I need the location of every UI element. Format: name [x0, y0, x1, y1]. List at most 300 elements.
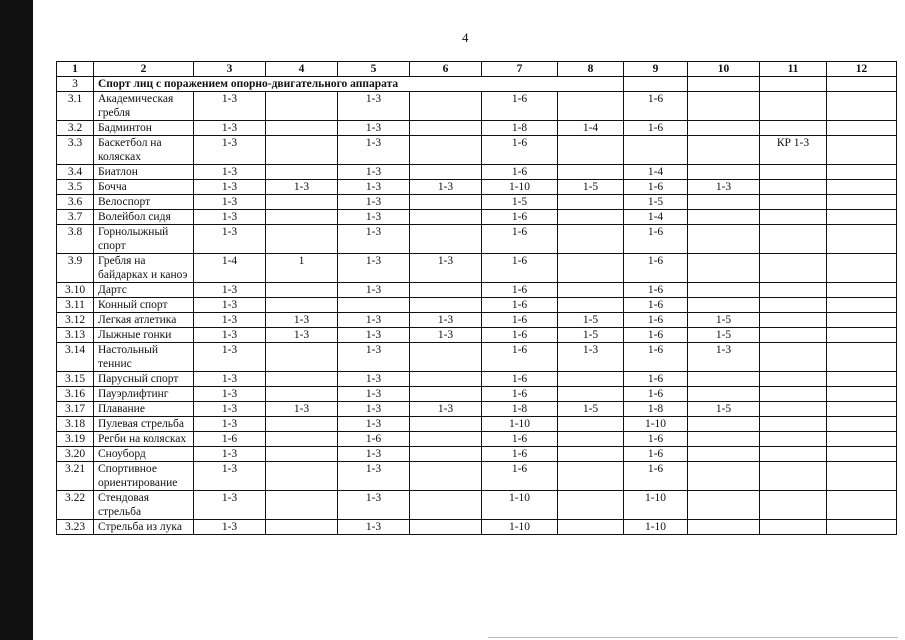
value-cell — [410, 520, 482, 535]
value-cell: 1-5 — [558, 328, 624, 343]
value-cell: 1-6 — [482, 387, 558, 402]
value-cell — [760, 328, 827, 343]
value-cell: 1-3 — [410, 313, 482, 328]
value-cell — [558, 417, 624, 432]
value-cell — [688, 387, 760, 402]
value-cell: 1-3 — [194, 402, 266, 417]
value-cell — [827, 402, 897, 417]
sports-table — [56, 61, 897, 535]
value-cell: 1-3 — [338, 313, 410, 328]
value-cell — [266, 462, 338, 491]
value-cell — [760, 92, 827, 121]
value-cell: 1-4 — [624, 210, 688, 225]
header-row — [57, 62, 897, 77]
value-cell: 1-3 — [338, 254, 410, 283]
value-cell — [558, 283, 624, 298]
value-cell — [760, 180, 827, 195]
header-cell: 11 — [760, 62, 827, 77]
table-row — [57, 328, 897, 343]
value-cell: 1-3 — [266, 402, 338, 417]
value-cell: 1-6 — [624, 92, 688, 121]
value-cell: 1-10 — [624, 491, 688, 520]
table-row — [57, 136, 897, 165]
value-cell — [624, 136, 688, 165]
value-cell — [558, 225, 624, 254]
value-cell — [688, 283, 760, 298]
sport-name: Парусный спорт — [94, 372, 194, 387]
sport-name: Бадминтон — [94, 121, 194, 136]
value-cell: 1-6 — [482, 254, 558, 283]
value-cell: 1-6 — [482, 447, 558, 462]
row-number: 3.4 — [57, 165, 94, 180]
value-cell: 1-3 — [338, 225, 410, 254]
value-cell: 1-3 — [688, 180, 760, 195]
sport-name: Конный спорт — [94, 298, 194, 313]
table-row — [57, 298, 897, 313]
value-cell: 1-3 — [410, 180, 482, 195]
table-row — [57, 121, 897, 136]
value-cell: 1-6 — [624, 447, 688, 462]
value-cell — [558, 254, 624, 283]
value-cell: 1-6 — [624, 387, 688, 402]
value-cell — [410, 121, 482, 136]
value-cell: 1-6 — [624, 180, 688, 195]
sport-name: Легкая атлетика — [94, 313, 194, 328]
sport-name: Баскетбол на колясках — [94, 136, 194, 165]
value-cell: 1-6 — [624, 254, 688, 283]
value-cell — [760, 387, 827, 402]
value-cell — [688, 462, 760, 491]
value-cell: 1-3 — [194, 225, 266, 254]
row-number: 3.17 — [57, 402, 94, 417]
header-cell: 12 — [827, 62, 897, 77]
table-row — [57, 372, 897, 387]
value-cell — [760, 121, 827, 136]
value-cell: 1-6 — [482, 298, 558, 313]
sport-name: Биатлон — [94, 165, 194, 180]
value-cell: 1-3 — [194, 387, 266, 402]
sport-name: Гребля на байдарках и каноэ — [94, 254, 194, 283]
value-cell: 1-3 — [410, 402, 482, 417]
value-cell — [558, 491, 624, 520]
value-cell — [827, 417, 897, 432]
value-cell — [266, 298, 338, 313]
value-cell — [410, 447, 482, 462]
value-cell: 1-3 — [194, 136, 266, 165]
row-number: 3.11 — [57, 298, 94, 313]
value-cell: 1-3 — [338, 328, 410, 343]
value-cell — [410, 387, 482, 402]
value-cell: 1-6 — [482, 328, 558, 343]
value-cell: 1-3 — [338, 343, 410, 372]
value-cell — [827, 283, 897, 298]
row-number: 3.19 — [57, 432, 94, 447]
value-cell — [827, 520, 897, 535]
value-cell: 1-3 — [338, 387, 410, 402]
value-cell: 1-6 — [624, 298, 688, 313]
value-cell — [688, 225, 760, 254]
value-cell: 1-4 — [194, 254, 266, 283]
value-cell — [760, 462, 827, 491]
value-cell: 1-6 — [482, 372, 558, 387]
value-cell: 1-3 — [266, 180, 338, 195]
value-cell — [338, 298, 410, 313]
value-cell: 1 — [266, 254, 338, 283]
value-cell — [760, 343, 827, 372]
value-cell — [760, 447, 827, 462]
empty-cell — [827, 77, 897, 92]
page-number: 4 — [462, 30, 469, 45]
value-cell — [760, 372, 827, 387]
value-cell: 1-5 — [482, 195, 558, 210]
value-cell: 1-4 — [558, 121, 624, 136]
value-cell — [760, 402, 827, 417]
value-cell — [558, 372, 624, 387]
sport-name: Плавание — [94, 402, 194, 417]
value-cell — [266, 520, 338, 535]
value-cell: 1-10 — [482, 180, 558, 195]
sport-name: Велоспорт — [94, 195, 194, 210]
value-cell — [827, 210, 897, 225]
value-cell: 1-3 — [338, 417, 410, 432]
value-cell — [688, 254, 760, 283]
value-cell: 1-5 — [688, 328, 760, 343]
value-cell: 1-5 — [688, 402, 760, 417]
value-cell: 1-10 — [482, 417, 558, 432]
table-row — [57, 283, 897, 298]
value-cell: 1-6 — [482, 92, 558, 121]
header-cell: 5 — [338, 62, 410, 77]
table-row — [57, 417, 897, 432]
value-cell: 1-3 — [194, 92, 266, 121]
scan-bottom-edge — [488, 637, 898, 638]
row-number: 3.9 — [57, 254, 94, 283]
value-cell — [558, 165, 624, 180]
empty-cell — [760, 77, 827, 92]
table-row — [57, 447, 897, 462]
table-row — [57, 225, 897, 254]
value-cell — [827, 328, 897, 343]
value-cell — [410, 225, 482, 254]
value-cell — [410, 462, 482, 491]
value-cell: 1-10 — [624, 520, 688, 535]
value-cell: 1-6 — [624, 313, 688, 328]
value-cell: 1-6 — [624, 225, 688, 254]
value-cell — [266, 136, 338, 165]
value-cell — [266, 121, 338, 136]
value-cell: 1-3 — [338, 283, 410, 298]
sport-name: Сноуборд — [94, 447, 194, 462]
value-cell — [558, 462, 624, 491]
table-row — [57, 520, 897, 535]
value-cell — [410, 417, 482, 432]
value-cell: 1-3 — [194, 447, 266, 462]
value-cell: 1-3 — [266, 328, 338, 343]
value-cell — [760, 298, 827, 313]
value-cell — [827, 136, 897, 165]
value-cell — [827, 180, 897, 195]
value-cell: 1-6 — [194, 432, 266, 447]
value-cell: 1-6 — [482, 462, 558, 491]
header-cell: 8 — [558, 62, 624, 77]
table-row — [57, 92, 897, 121]
value-cell — [266, 165, 338, 180]
sport-name: Пулевая стрельба — [94, 417, 194, 432]
value-cell — [410, 372, 482, 387]
value-cell — [410, 491, 482, 520]
value-cell: 1-3 — [338, 121, 410, 136]
value-cell: 1-8 — [482, 402, 558, 417]
value-cell — [410, 283, 482, 298]
value-cell — [266, 491, 338, 520]
value-cell: 1-6 — [624, 372, 688, 387]
value-cell: 1-6 — [624, 343, 688, 372]
value-cell — [760, 195, 827, 210]
value-cell — [558, 298, 624, 313]
value-cell — [688, 210, 760, 225]
value-cell — [688, 136, 760, 165]
row-number: 3.12 — [57, 313, 94, 328]
value-cell: 1-3 — [194, 165, 266, 180]
row-number: 3.15 — [57, 372, 94, 387]
scan-edge-shadow — [0, 0, 33, 640]
section-row — [57, 77, 897, 92]
value-cell: 1-6 — [482, 210, 558, 225]
value-cell: 1-6 — [624, 462, 688, 491]
value-cell: 1-6 — [338, 432, 410, 447]
value-cell — [688, 298, 760, 313]
value-cell: 1-3 — [410, 254, 482, 283]
value-cell — [410, 195, 482, 210]
table-row — [57, 180, 897, 195]
value-cell: 1-6 — [482, 283, 558, 298]
row-number: 3.22 — [57, 491, 94, 520]
value-cell — [827, 491, 897, 520]
value-cell — [760, 165, 827, 180]
table-row — [57, 402, 897, 417]
value-cell: 1-3 — [338, 462, 410, 491]
value-cell — [558, 387, 624, 402]
row-number: 3.10 — [57, 283, 94, 298]
value-cell: 1-10 — [482, 520, 558, 535]
sport-name: Спортивное ориентирование — [94, 462, 194, 491]
value-cell — [827, 387, 897, 402]
sport-name: Регби на колясках — [94, 432, 194, 447]
header-cell: 6 — [410, 62, 482, 77]
value-cell: КР 1-3 — [760, 136, 827, 165]
value-cell — [827, 121, 897, 136]
value-cell: 1-3 — [338, 210, 410, 225]
value-cell — [410, 136, 482, 165]
value-cell — [827, 462, 897, 491]
table-row — [57, 313, 897, 328]
value-cell — [827, 313, 897, 328]
value-cell: 1-6 — [624, 283, 688, 298]
value-cell: 1-3 — [194, 180, 266, 195]
row-number: 3.23 — [57, 520, 94, 535]
row-number: 3.14 — [57, 343, 94, 372]
table-row — [57, 165, 897, 180]
value-cell: 1-3 — [338, 92, 410, 121]
value-cell: 1-3 — [558, 343, 624, 372]
value-cell: 1-3 — [338, 165, 410, 180]
value-cell — [410, 298, 482, 313]
sport-name: Настольный теннис — [94, 343, 194, 372]
value-cell: 1-3 — [194, 343, 266, 372]
value-cell — [266, 387, 338, 402]
table-row — [57, 254, 897, 283]
value-cell: 1-4 — [624, 165, 688, 180]
value-cell: 1-3 — [338, 447, 410, 462]
sport-name: Горнолыжный спорт — [94, 225, 194, 254]
value-cell — [410, 343, 482, 372]
value-cell: 1-6 — [624, 121, 688, 136]
value-cell — [688, 121, 760, 136]
value-cell: 1-3 — [194, 417, 266, 432]
value-cell: 1-3 — [194, 491, 266, 520]
value-cell: 1-5 — [558, 313, 624, 328]
value-cell — [827, 225, 897, 254]
row-number: 3.1 — [57, 92, 94, 121]
row-number: 3.18 — [57, 417, 94, 432]
value-cell: 1-10 — [482, 491, 558, 520]
value-cell: 1-3 — [266, 313, 338, 328]
value-cell: 1-6 — [482, 165, 558, 180]
value-cell — [410, 165, 482, 180]
empty-cell — [688, 77, 760, 92]
value-cell — [827, 432, 897, 447]
value-cell: 1-8 — [482, 121, 558, 136]
value-cell — [827, 254, 897, 283]
value-cell — [558, 447, 624, 462]
sport-name: Пауэрлифтинг — [94, 387, 194, 402]
value-cell — [266, 372, 338, 387]
sport-name: Академическая гребля — [94, 92, 194, 121]
value-cell — [688, 165, 760, 180]
value-cell — [558, 210, 624, 225]
sport-name: Волейбол сидя — [94, 210, 194, 225]
row-number: 3.6 — [57, 195, 94, 210]
header-cell: 1 — [57, 62, 94, 77]
row-number: 3.20 — [57, 447, 94, 462]
value-cell — [827, 372, 897, 387]
value-cell: 1-3 — [194, 210, 266, 225]
value-cell: 1-6 — [482, 313, 558, 328]
value-cell: 1-6 — [482, 136, 558, 165]
value-cell: 1-3 — [338, 520, 410, 535]
value-cell: 1-3 — [194, 298, 266, 313]
row-number: 3.13 — [57, 328, 94, 343]
header-cell: 4 — [266, 62, 338, 77]
row-number: 3.16 — [57, 387, 94, 402]
value-cell — [558, 195, 624, 210]
value-cell: 1-3 — [194, 328, 266, 343]
value-cell — [266, 225, 338, 254]
value-cell: 1-6 — [482, 343, 558, 372]
value-cell — [558, 432, 624, 447]
value-cell — [827, 298, 897, 313]
value-cell — [558, 520, 624, 535]
value-cell — [827, 195, 897, 210]
value-cell — [827, 447, 897, 462]
value-cell — [558, 92, 624, 121]
value-cell: 1-3 — [338, 491, 410, 520]
section-number: 3 — [57, 77, 94, 92]
value-cell: 1-3 — [194, 283, 266, 298]
header-cell: 2 — [94, 62, 194, 77]
value-cell — [266, 447, 338, 462]
value-cell: 1-3 — [194, 462, 266, 491]
empty-cell — [624, 77, 688, 92]
table-row — [57, 462, 897, 491]
table-row — [57, 432, 897, 447]
value-cell — [266, 283, 338, 298]
value-cell — [827, 165, 897, 180]
value-cell: 1-10 — [624, 417, 688, 432]
value-cell — [558, 136, 624, 165]
value-cell — [688, 372, 760, 387]
value-cell — [688, 417, 760, 432]
value-cell — [688, 491, 760, 520]
value-cell — [410, 210, 482, 225]
value-cell: 1-3 — [338, 402, 410, 417]
value-cell — [760, 313, 827, 328]
value-cell: 1-5 — [624, 195, 688, 210]
value-cell — [760, 225, 827, 254]
value-cell — [760, 520, 827, 535]
row-number: 3.5 — [57, 180, 94, 195]
value-cell — [266, 417, 338, 432]
section-title: Спорт лиц с поражением опорно-двигательного аппарата — [94, 77, 624, 92]
sport-name: Дартс — [94, 283, 194, 298]
table-row — [57, 387, 897, 402]
header-cell: 9 — [624, 62, 688, 77]
value-cell — [410, 432, 482, 447]
value-cell — [760, 417, 827, 432]
sport-name: Стрельба из лука — [94, 520, 194, 535]
value-cell — [760, 283, 827, 298]
value-cell — [760, 491, 827, 520]
table-row — [57, 343, 897, 372]
value-cell — [827, 92, 897, 121]
sport-name: Стендовая стрельба — [94, 491, 194, 520]
value-cell: 1-3 — [338, 180, 410, 195]
value-cell — [266, 92, 338, 121]
row-number: 3.21 — [57, 462, 94, 491]
value-cell — [688, 520, 760, 535]
value-cell: 1-3 — [688, 343, 760, 372]
row-number: 3.8 — [57, 225, 94, 254]
value-cell: 1-3 — [194, 313, 266, 328]
sport-name: Бочча — [94, 180, 194, 195]
value-cell: 1-3 — [194, 195, 266, 210]
value-cell: 1-3 — [194, 372, 266, 387]
table-row — [57, 195, 897, 210]
row-number: 3.2 — [57, 121, 94, 136]
value-cell: 1-5 — [558, 402, 624, 417]
value-cell: 1-3 — [410, 328, 482, 343]
value-cell: 1-3 — [338, 136, 410, 165]
value-cell: 1-3 — [194, 121, 266, 136]
value-cell — [688, 447, 760, 462]
value-cell: 1-3 — [194, 520, 266, 535]
value-cell: 1-6 — [482, 432, 558, 447]
value-cell: 1-6 — [624, 432, 688, 447]
value-cell — [688, 432, 760, 447]
table-row — [57, 491, 897, 520]
header-cell: 7 — [482, 62, 558, 77]
value-cell: 1-3 — [338, 195, 410, 210]
